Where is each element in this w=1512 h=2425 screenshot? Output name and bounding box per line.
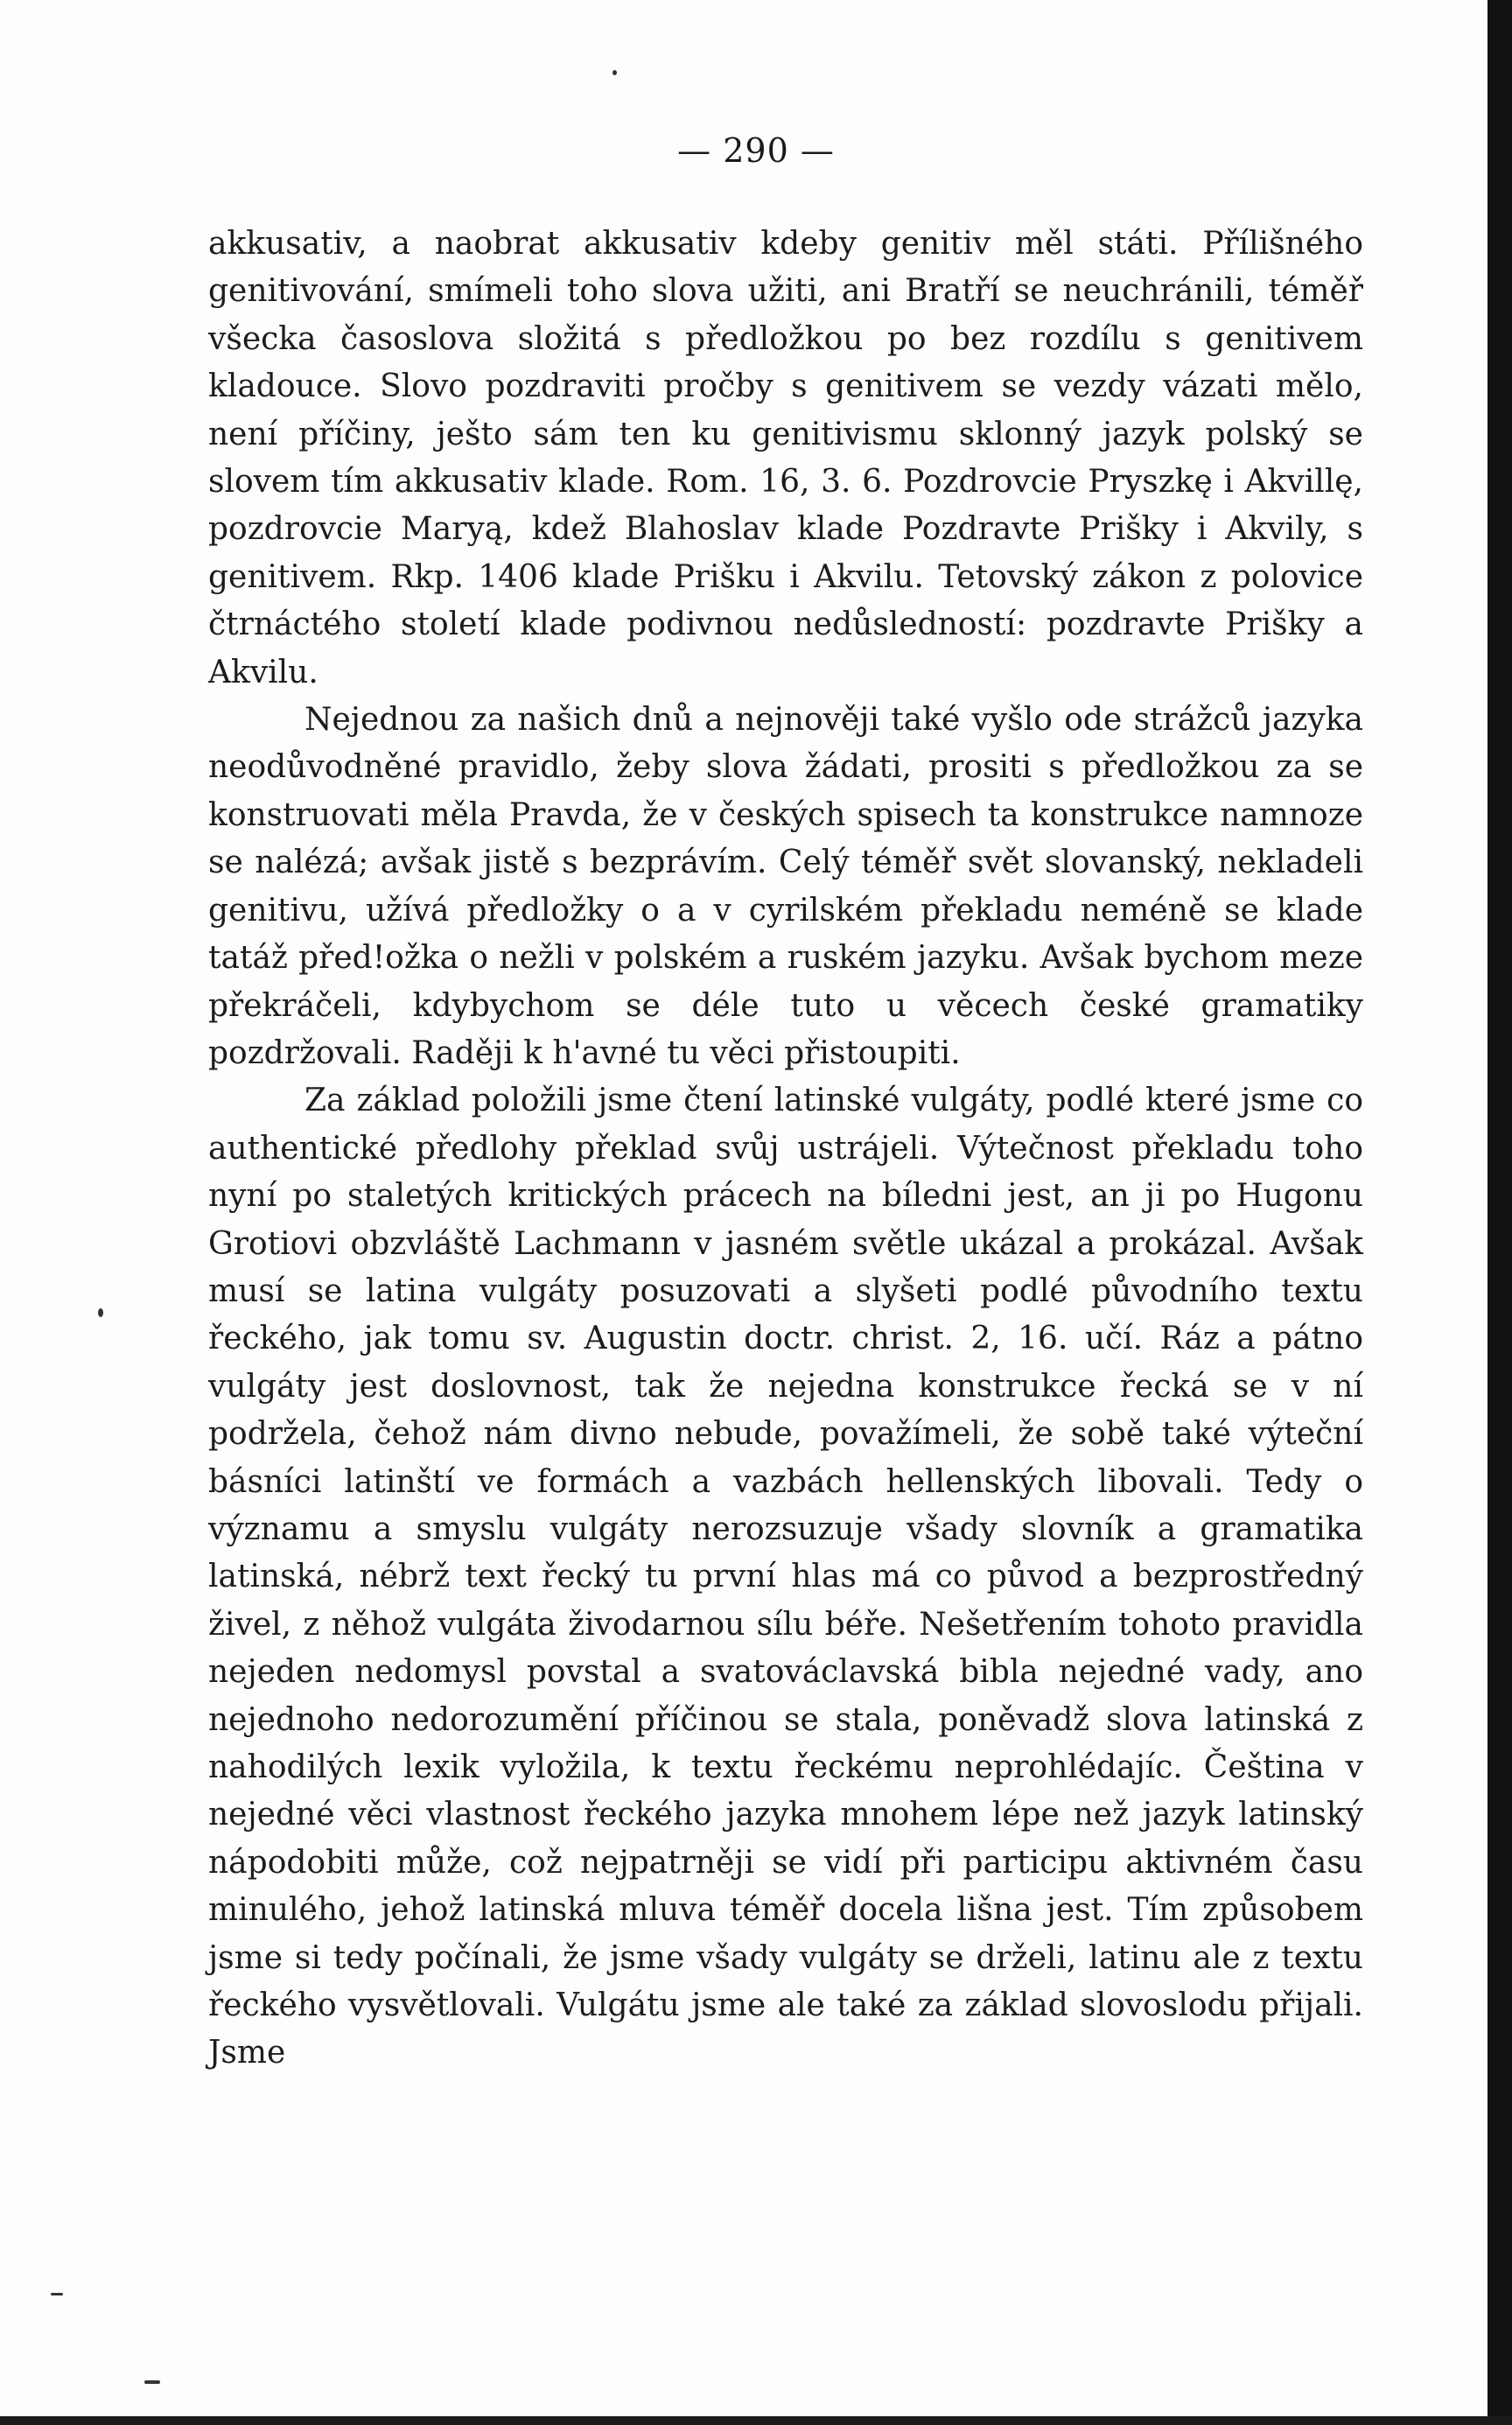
- print-speck: [51, 2293, 63, 2295]
- print-speck: [98, 1308, 103, 1317]
- scan-edge-bottom: [0, 2416, 1512, 2425]
- scan-edge: [1488, 0, 1512, 2425]
- paragraph-2: Nejednou za našich dnů a nejnověji také vyšlo ode strážců jazyka neodůvodněné pravidlo, žeby slova žádati, prositi s předložkou za se konstruovati měla Pravda, že v českých spisech ta konstrukce namnoze se nalézá; avšak jistě s bezprávím. Celý téměř svět slovanský, nekladeli genitivu, užívá předložky o a v cyrilském překladu neméně se klade tatáž před!ožka o nežli v polském a ruském jazyku. Avšak bychom meze překráčeli, kdybychom se déle tuto u věcech české gramatiky pozdržovali. Raději k h'avné tu věci přistoupiti.: [208, 702, 1363, 1071]
- page-number: — 290 —: [677, 131, 835, 170]
- print-speck: [612, 70, 617, 75]
- body-text: [208, 221, 1363, 2078]
- paragraph-3: Za základ položili jsme čtení latinské vulgáty, podlé které jsme co authentické předlohy překlad svůj ustrájeli. Výtečnost překladu toho nyní po staletých kritických prácech na bíledni jest, an ji po Hugonu Grotiovi obzvláště Lachmann v jasném světle ukázal a prokázal. Avšak musí se latina vulgáty posuzovati a slyšeti podlé původního textu řeckého, jak tomu sv. Augustin doctr. christ. 2, 16. učí. Ráz a pátno vulgáty jest doslovnost, tak že nejedna konstrukce řecká se v ní podržela, čehož nám divno nebude, považímeli, že sobě také výteční básníci latinští ve formách a vazbách hellenských libovali. Tedy o významu a smyslu vulgáty nerozsuzuje všady slovník a gramatika latinská, nébrž text řecký tu první hlas má co původ a bezprostředný živel, z něhož vulgáta živodarnou sílu béře. Nešetřením tohoto pravidla nejeden nedomysl povstal a svatováclavská bibla nejedné vady, ano nejednoho nedorozumění příčinou se stala, poněvadž slova latinská z nahodilých lexik vyložila, k textu řeckému neprohlédajíc. Čeština v nejedné věci vlastnost řeckého jazyka mnohem lépe než jazyk latinský nápodobiti může, což nejpatrněji se vidí při participu aktivném času minulého, jehož latinská mluva téměř docela lišna jest. Tím způsobem jsme si tedy počínali, že jsme všady vulgáty se drželi, latinu ale z textu řeckého vysvětlovali. Vulgátu jsme ale také za základ slovoslodu přijali. Jsme: [208, 1083, 1363, 2071]
- paragraph-1: akkusativ, a naobrat akkusativ kdeby genitiv měl státi. Přílišného genitivování, smímeli toho slova užiti, ani Bratří se neuchránili, téměř všecka časoslova složitá s předložkou po bez rozdílu s genitivem kladouce. Slovo pozdraviti pročby s genitivem se vezdy vázati mělo, není příčiny, ješto sám ten ku genitivismu sklonný jazyk polský se slovem tím akkusativ klade. Rom. 16, 3. 6. Pozdrovcie Pryszkę i Akvillę, pozdrovcie Maryą, kdež Blahoslav klade Pozdravte Prišky i Akvily, s genitivem. Rkp. 1406 klade Prišku i Akvilu. Tetovský zákon z polovice čtrnáctého století klade podivnou nedůsledností: pozdravte Prišky a Akvilu.: [208, 226, 1363, 690]
- print-speck: [144, 2380, 160, 2384]
